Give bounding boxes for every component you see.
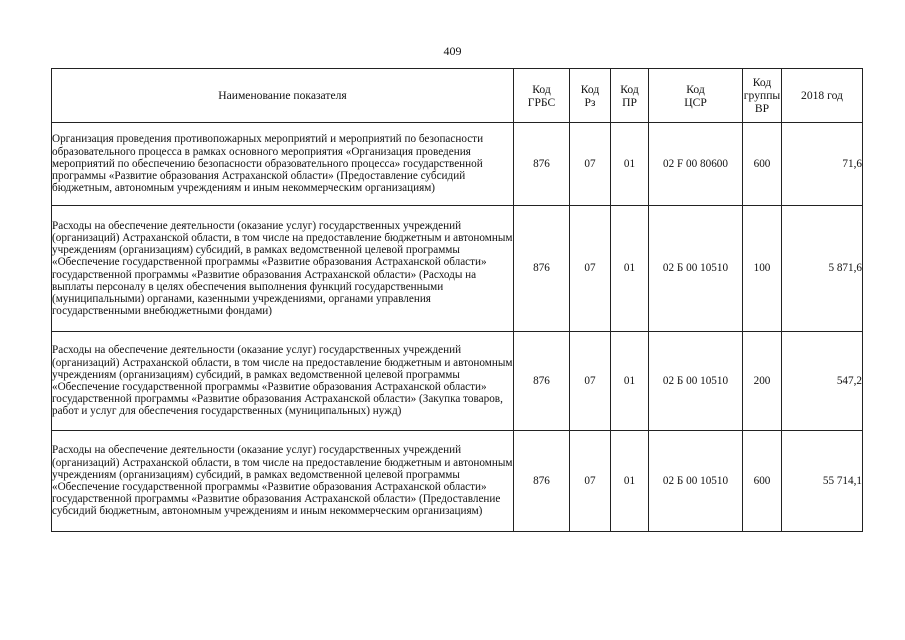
row-name: Расходы на обеспечение деятельности (оказание услуг) государственных учреждений (организаций) Астраханской области, в том числе на предоставление бюджетным и автономным учреждениям (организациям) субсидий, в рамках ведомственной целевой программы «Обеспечение государственной программы «Развитие образования Астраханской области» государственной программы «Развитие образования Астраханской области» (Закупка товаров, работ и услуг для обеспечения государственных (муниципальных) нужд) [52, 332, 514, 431]
row-amount: 547,2 [782, 332, 863, 431]
row-vr: 200 [743, 332, 782, 431]
table-row [52, 332, 863, 431]
page-number: 409 [443, 44, 462, 58]
row-pr: 01 [611, 206, 649, 332]
header-pr: Код ПР [611, 69, 649, 123]
row-amount: 5 871,6 [782, 206, 863, 332]
row-rz: 07 [570, 332, 611, 431]
row-rz: 07 [570, 123, 611, 206]
table-row [52, 206, 863, 332]
row-pr: 01 [611, 332, 649, 431]
row-amount: 71,6 [782, 123, 863, 206]
row-vr: 600 [743, 123, 782, 206]
row-csr: 02 Б 00 10510 [649, 431, 743, 532]
row-vr: 600 [743, 431, 782, 532]
row-vr: 100 [743, 206, 782, 332]
row-pr: 01 [611, 431, 649, 532]
table-header-row [52, 69, 863, 123]
header-vr: Код группы ВР [743, 69, 782, 123]
header-rz: Код Рз [570, 69, 611, 123]
row-rz: 07 [570, 431, 611, 532]
table-row [52, 431, 863, 532]
row-grbs: 876 [514, 431, 570, 532]
header-csr: Код ЦСР [649, 69, 743, 123]
row-pr: 01 [611, 123, 649, 206]
row-csr: 02 F 00 80600 [649, 123, 743, 206]
row-amount: 55 714,1 [782, 431, 863, 532]
header-name: Наименование показателя [52, 69, 514, 123]
row-name: Расходы на обеспечение деятельности (оказание услуг) государственных учреждений (организаций) Астраханской области, в том числе на предоставление бюджетным и автономным учреждениям (организациям) субсидий, в рамках ведомственной целевой программы «Обеспечение государственной программы «Развитие образования Астраханской области» государственной программы «Развитие образования Астраханской области» (Предоставление субсидий бюджетным, автономным учреждениям и иным некоммерческим организациям) [52, 431, 514, 532]
row-csr: 02 Б 00 10510 [649, 206, 743, 332]
budget-table [51, 68, 863, 532]
row-grbs: 876 [514, 123, 570, 206]
header-year: 2018 год [782, 69, 863, 123]
row-grbs: 876 [514, 206, 570, 332]
table-row [52, 123, 863, 206]
row-name: Расходы на обеспечение деятельности (оказание услуг) государственных учреждений (организаций) Астраханской области, в том числе на предоставление бюджетным и автономным учреждениям (организациям) субсидий, в рамках ведомственной целевой программы «Обеспечение государственной программы «Развитие образования Астраханской области» государственной программы «Развитие образования Астраханской области» (Расходы на выплаты персоналу в целях обеспечения выполнения функций государственными (муниципальными) органами, казенными учреждениями, органами управления государственными внебюджетными фондами) [52, 206, 514, 332]
header-grbs: Код ГРБС [514, 69, 570, 123]
row-csr: 02 Б 00 10510 [649, 332, 743, 431]
row-grbs: 876 [514, 332, 570, 431]
row-name: Организация проведения противопожарных мероприятий и мероприятий по безопасности образовательного процесса в рамках основного мероприятия «Организация проведения мероприятий по обеспечению безопасности образовательного процесса» государственной программы «Развитие образования Астраханской области» (Предоставление субсидий бюджетным, автономным учреждениям и иным некоммерческим организациям) [52, 123, 514, 206]
row-rz: 07 [570, 206, 611, 332]
